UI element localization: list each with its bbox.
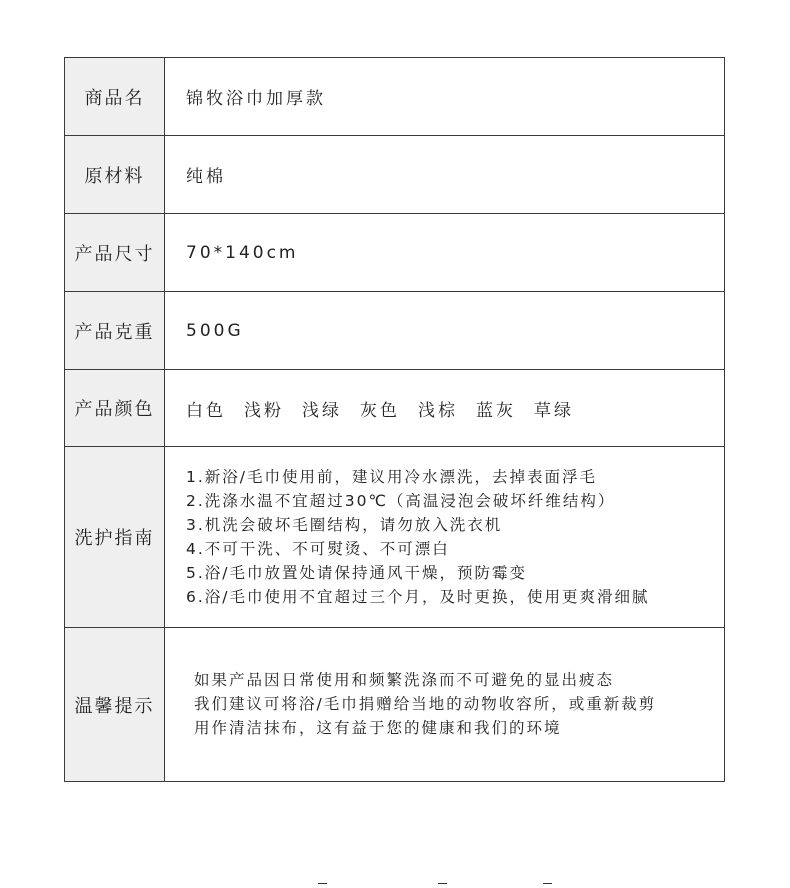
spec-label: 商品名 [65, 58, 165, 136]
cropped-mark [543, 883, 552, 888]
color-option: 灰色 [360, 400, 400, 421]
spec-label: 洗护指南 [65, 447, 165, 628]
care-line: 3.机洗会破坏毛圈结构，请勿放入洗衣机 [186, 516, 503, 534]
cropped-mark [318, 883, 327, 888]
care-line: 4.不可干洗、不可熨烫、不可漂白 [186, 540, 450, 558]
spec-value: 纯棉 [165, 136, 725, 214]
spec-label: 产品尺寸 [65, 214, 165, 292]
cropped-mark [438, 883, 447, 888]
care-line: 6.浴/毛巾使用不宜超过三个月，及时更换，使用更爽滑细腻 [186, 588, 650, 606]
warm-tips [165, 628, 725, 782]
color-option: 草绿 [534, 400, 574, 421]
spec-label: 温馨提示 [65, 628, 165, 782]
color-option: 浅粉 [244, 400, 284, 421]
spec-label: 原材料 [65, 136, 165, 214]
care-instructions [165, 447, 725, 628]
spec-label: 产品克重 [65, 292, 165, 370]
cropped-bottom-edge [0, 877, 790, 887]
care-line: 2.洗涤水温不宜超过30℃（高温浸泡会破坏纤维结构） [186, 492, 616, 510]
spec-row-product-name [65, 58, 725, 136]
color-option: 蓝灰 [476, 400, 516, 421]
spec-value: 500G [165, 292, 725, 370]
care-line: 5.浴/毛巾放置处请保持通风干燥，预防霉变 [186, 564, 528, 582]
spec-row-size [65, 214, 725, 292]
spec-value: 锦牧浴巾加厚款 [165, 58, 725, 136]
spec-label: 产品颜色 [65, 370, 165, 447]
spec-row-tips [65, 628, 725, 782]
tips-line: 如果产品因日常使用和频繁洗涤而不可避免的显出疲态 [194, 671, 615, 689]
care-line: 1.新浴/毛巾使用前，建议用冷水漂洗，去掉表面浮毛 [186, 468, 598, 486]
product-spec-table [64, 57, 725, 782]
tips-text [186, 654, 724, 740]
spec-value: 70*140cm [165, 214, 725, 292]
color-option: 白色 [186, 400, 226, 421]
color-option: 浅棕 [418, 400, 458, 421]
spec-row-care-guide [65, 447, 725, 628]
color-option: 浅绿 [302, 400, 342, 421]
tips-line: 我们建议可将浴/毛巾捐赠给当地的动物收容所，或重新裁剪 [194, 695, 657, 713]
tips-line: 用作清洁抹布，这有益于您的健康和我们的环境 [194, 719, 562, 737]
color-options [165, 370, 725, 447]
spec-row-colors [65, 370, 725, 447]
spec-row-weight [65, 292, 725, 370]
spec-row-material [65, 136, 725, 214]
